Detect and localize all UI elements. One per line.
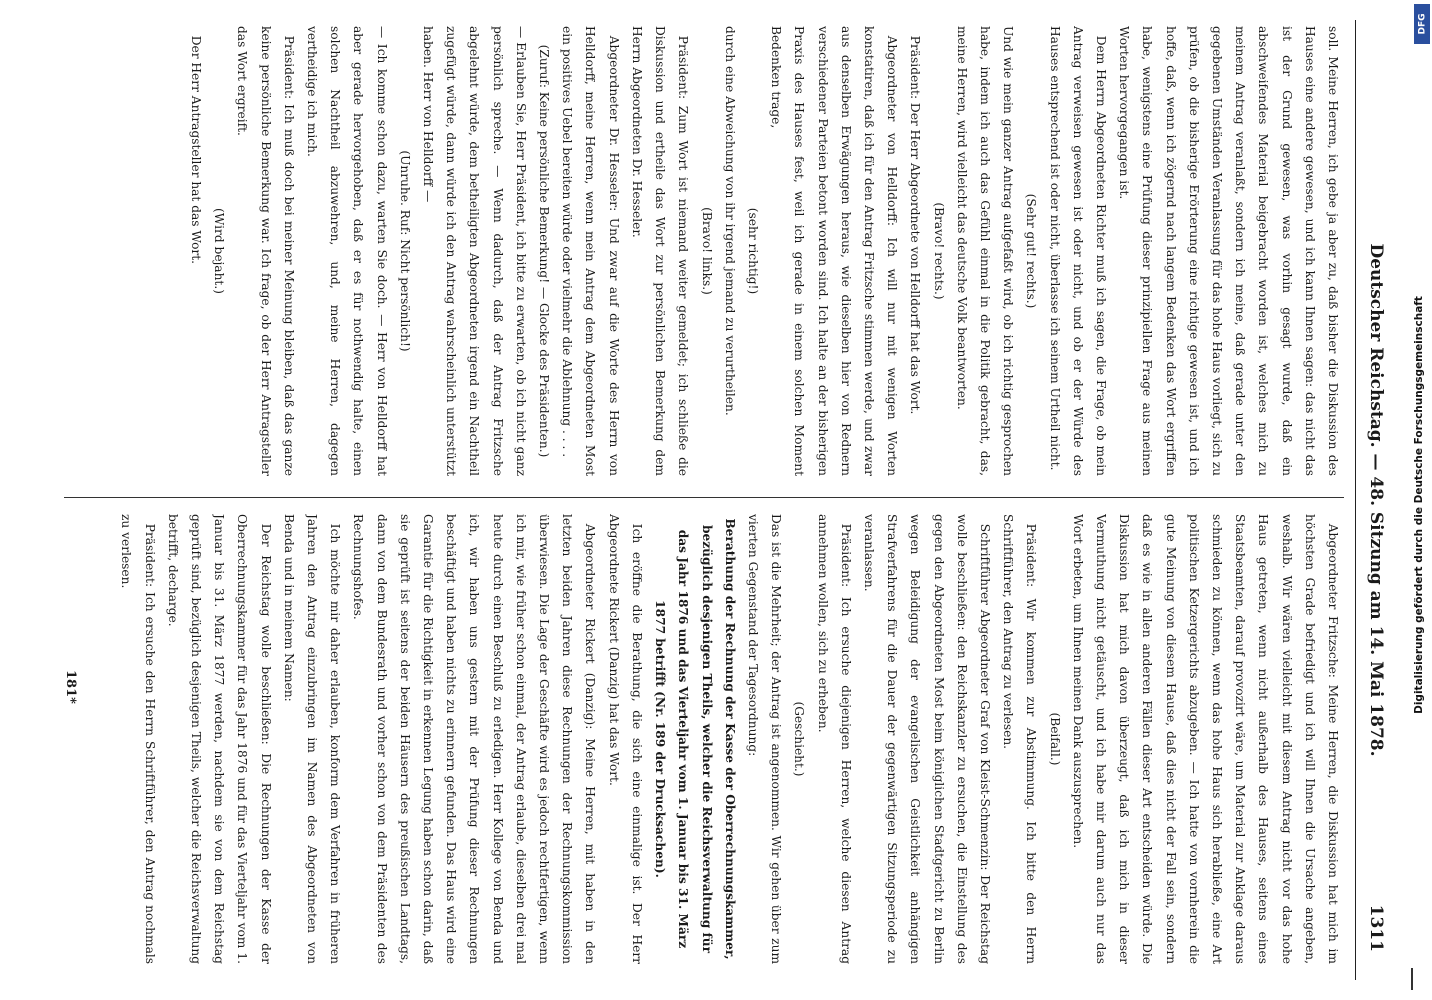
- dfg-logo: [1414, 4, 1430, 44]
- left-column-paragraph: — Erlauben Sie, Herr Präsident, ich bitte zu erwarten, ob ich nicht ganz persönlich spreche. — Wenn dadurch, daß der Antrag Fritzsche abgelehnt würde, dem betheiligten Abgeordneten irgend ein Nachtheil zugefügt würde, dann würde ich den Antrag wahrscheinlich unterstützt haben. Herr von Helldorff —: [421, 26, 528, 476]
- right-column-paragraph: (Geschieht.): [792, 701, 807, 777]
- header-title: Deutscher Reichstag. — 48. Sitzung am 14. Mai 1878.: [1366, 243, 1386, 757]
- left-text-column: [44, 26, 1344, 476]
- signature-mark: 181*: [63, 670, 78, 704]
- left-column-paragraph: durch eine Abweichung von ihr irgend jemand zu verurtheilen.: [722, 26, 737, 416]
- left-column-paragraph: Abgeordneter von Helldorff: Ich will nur mit wenigen Worten konstatiren, daß ich für den Antrag Fritzsche stimmen werde, und zwar aus denselben Erwägungen heraus, wie dieselben hier von Rednern verschiedener Parteien betont worden sind. Ich halte an der bisherigen Praxis des Hauses fest, weil ich gerade in einem solchen Moment Bedenken trage,: [769, 26, 900, 476]
- left-column-paragraph: Der Herr Antragsteller hat das Wort.: [189, 35, 204, 265]
- credit-sidebar: [1405, 0, 1432, 1000]
- right-column-paragraph: Ich eröffne die Berathung, die sich eine einmalige ist. Der Herr Abgeordnete Rickert (Danzig) hat das Wort.: [606, 514, 644, 964]
- right-column-paragraph: Schriftführer Abgeordneter Graf von Kleist-Schmenzin: Der Reichstag wolle beschließen: den Reichskanzler zu ersuchen, die Einstellung des gegen den Abgeordneten Most beim königlichen Stadtgericht zu Berlin wegen Beleidigung der evangelischen Geistlichkeit anhängigen Strafverfahrens für die Dauer der gegenwärtigen Sitzungsperiode zu veranlassen.: [861, 514, 992, 964]
- funding-credit: Digitalisierung gefördert durch die Deutsche Forschungsgemeinschaft: [1413, 296, 1425, 714]
- left-column-paragraph: (Bravo! rechts.): [931, 202, 946, 300]
- left-column-paragraph: Und wie mein ganzer Antrag aufgefaßt wird, ob ich richtig gesprochen habe, indem ich auch das Gefühl einmal in die Politik gebracht, das, meine Herren, wird vielleicht das deutsche Volk beantworten.: [954, 26, 1016, 476]
- right-column-paragraph: Präsident: Ich ersuche den Herrn Schriftführer, den Antrag nochmals zu verlesen.: [119, 514, 157, 964]
- left-column-paragraph: Präsident: Zum Wort ist niemand weiter gemeldet; ich schließe die Diskussion und ertheile das Wort zur persönlichen Bemerkung dem Herrn Abgeordneten Dr. Hesseler.: [629, 26, 691, 476]
- right-text-column: [44, 514, 1344, 964]
- right-column-paragraph: Berathung der Rechnung der Kasse der Oberrechnungskammer, bezüglich desjenigen Theils, welcher die Reichsverwaltung für das Jahr 1876 und das Vierteljahr vom 1. Januar bis 31. März 1877 betrifft (Nr. 189 der Drucksachen).: [653, 518, 737, 960]
- left-column-paragraph: (Bravo! links.): [699, 207, 714, 295]
- left-column-paragraph: Präsident: Ich muß doch bei meiner Meinung bleiben, daß das ganze keine persönliche Bemerkung war. Ich frage, ob der Herr Antragsteller das Wort ergreift.: [235, 26, 296, 476]
- left-column-paragraph: (Sehr gut! rechts.): [1024, 193, 1039, 309]
- right-column-paragraph: Der Reichstag wolle beschließen: Die Rechnungen der Kasse der Oberrechnungskammer für das Jahr 1876 und für das Vierteljahr vom 1. Januar bis 31. März 1877 werden, nachdem sie von dem Reichstag geprüft sind, bezüglich desjenigen Theils, welcher die Reichsverwaltung betrifft, decharge.: [165, 514, 273, 964]
- right-column-paragraph: Ich möchte mir daher erlauben, konform dem Verfahren in früheren Jahren den Antrag einzubringen im Namen des Abgeordneten von Benda und in meinem Namen:: [281, 514, 343, 964]
- edge-mark: [1411, 968, 1413, 990]
- left-column-paragraph: soll. Meine Herren, ich gebe ja aber zu, daß bisher die Diskussion des Hauses eine andere gewesen, und ich kann Ihnen sagen: das nicht das ist der Grund gewesen, was vorhin gesagt wurde, daß ein abschweifendes Material beigebracht worden ist, welches mich zu meinem Antrag veranlaßt, sondern ich meine, daß gerade unter den gegebenen Umständen Veranlassung für das hohe Haus vorliegt, sich zu prüfen, ob die bisherige Erörterung eine richtige gewesen ist, und ich hoffe, daß, wenn ich zögernd nach langem Bedenken das Wort ergriffen habe, wenigstens eine Prüfung dieser prinzipiellen Frage aus meinen Worten hervorgegangen ist.: [1117, 26, 1340, 476]
- column-divider: [64, 497, 1344, 498]
- left-column-paragraph: (Unruhe. Ruf: Nicht persönlich!): [397, 150, 412, 352]
- left-column-paragraph: (Zuruf: Keine persönliche Bemerkung! — Glocke des Präsidenten.): [537, 44, 552, 458]
- left-column-paragraph: Präsident: Der Herr Abgeordnete von Helldorff hat das Wort.: [908, 35, 923, 415]
- page-number: 1311: [1366, 904, 1386, 952]
- page-header: [1355, 20, 1396, 980]
- left-column-paragraph: (Wird bejaht.): [212, 208, 227, 294]
- rotated-page: [36, 20, 1396, 980]
- right-column-paragraph: Das ist die Mehrheit; der Antrag ist angenommen. Wir gehen über zum vierten Gegenstand der Tagesordnung:: [745, 514, 784, 964]
- right-column-paragraph: Präsident: Wir kommen zur Abstimmung. Ich bitte den Herrn Schriftführer, den Antrag zu verlesen.: [1001, 514, 1039, 964]
- left-column-paragraph: Dem Herrn Abgeordneten Richter muß ich sagen, die Frage, ob mein Antrag verweisen gewesen ist oder nicht, und ob er der Würde des Hauses entsprechend ist oder nicht, überlasse ich seinem Urtheil nicht.: [1047, 26, 1108, 476]
- dfg-logo-text: DFG: [1417, 13, 1428, 35]
- right-column-paragraph: Präsident: Ich ersuche diejenigen Herren, welche diesen Antrag annehmen wollen, sich zu erheben.: [815, 514, 853, 964]
- left-column-paragraph: Abgeordneter Dr. Hesseler: Und zwar auf die Worte des Herrn von Helldorff, meine Herren, wenn mein Antrag dem Abgeordneten Most ein positives Uebel bereiten würde oder vielmehr die Ablehnung . . . .: [560, 26, 621, 476]
- right-column-paragraph: (Beifall.): [1047, 712, 1062, 766]
- left-column-paragraph: — Ich komme schon dazu, warten Sie doch. — Herr von Helldorff hat aber gerade hervorgehoben, daß er es für nothwendig halte, einen solchen Nachtheil abzuwehren, und, meine Herren, dagegen vertheidige ich mich.: [305, 26, 389, 476]
- left-column-paragraph: (sehr richtig!): [745, 207, 760, 295]
- right-column-paragraph: Abgeordneter Rickert (Danzig): Meine Herren, mit haben in den letzten beiden Jahren diese Rechnungen der Rechnungskommission überwiesen. Die Lage der Geschäfte wird es jedoch rechtfertigen, wenn ich mir, wie früher schon einmal, der Antrag erlaube, dieselben drei mal heute durch einen Beschluß zu erledigen. Herr Kollege von Benda und ich, wir haben uns gestern mit der Prüfung dieser Rechnungen beschäftigt und haben nichts zu erinnern gefunden. Das Haus wird eine Garantie für die Richtigkeit in erkennen Legung haben schon darin, daß sie geprüft ist seitens der beiden Häusern des preußischen Landtags, dann von dem Bundesrath und vorher schon von dem Präsidenten des Rechnungshofes.: [351, 514, 598, 964]
- right-column-paragraph: Abgeordneter Fritzsche: Meine Herren, die Diskussion hat mich im höchsten Grade befriedigt und ich will Ihnen die Ursache angeben, weshalb. Wir wären vielleicht mit diesem Antrag nicht vor das hohe Haus getreten, wenn nicht außerhalb des Hauses, seitens eines Staatsbeamten, darauf provozirt wäre, um Material zur Anklage daraus schmieden zu können, wenn das hohe Haus sich herabließe, eine Art politischen Ketzergerichts abzugeben. — Ich hatte von vornherein die gute Meinung von diesem Hause, daß dies nicht der Fall sein, sondern daß es wie in allen anderen Fällen dieser Art entscheiden würde. Die Diskussion hat mich davon überzeugt, daß ich mich in dieser Vermuthung nicht getäuscht, und ich habe mir darum auch nur das Wort erbeten, um Ihnen meinen Dank auszusprechen.: [1070, 514, 1340, 964]
